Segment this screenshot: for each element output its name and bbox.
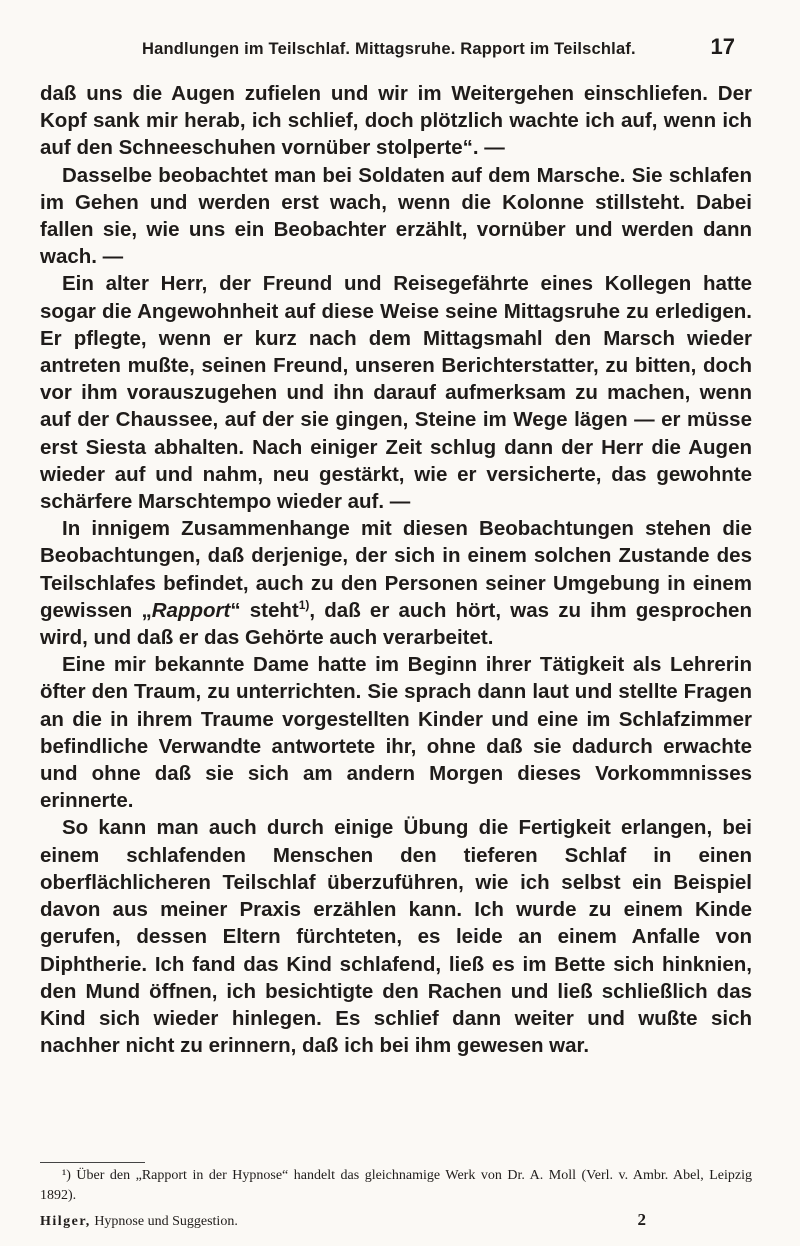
paragraph-3: Ein alter Herr, der Freund und Reisegefährte eines Kollegen hatte sogar die Angewohnheit auf diese Weise seine Mittagsruhe zu erledigen. Er pflegte, wenn er kurz nach dem Mittagsmahl den Marsch wieder antreten mußte, seinen Freund, unseren Berichterstatter, zu bitten, doch vor ihm vorauszugehen und ihn darauf aufmerksam zu machen, wenn auf der Chaussee, auf der sie gingen, Steine im Wege lägen — er müsse erst Siesta abhalten. Nach einiger Zeit schlug dann der Herr die Augen wieder auf und nahm, neu gestärkt, wie er versicherte, das gewohnte schärfere Marschtempo wieder auf. — (40, 272, 752, 514)
footnote-reference: 1) (298, 598, 310, 613)
footnote-rule (40, 1162, 145, 1163)
running-head: Handlungen im Teilschlaf. Mittagsruhe. Rapport im Teilschlaf. (142, 40, 636, 58)
footnote (40, 1166, 752, 1206)
signature-author: Hilger, (40, 1214, 91, 1229)
paragraph-1: daß uns die Augen zufielen und wir im Weitergehen einschliefen. Der Kopf sank mir herab, ich schlief, doch plötzlich wachte ich auf, wenn ich auf den Schneeschuhen vornüber stolperte“. — (40, 82, 752, 160)
paragraph-4-after: “ steht (230, 598, 299, 622)
page-number: 17 (710, 34, 735, 59)
paragraph-2: Dasselbe beobachtet man bei Soldaten auf dem Marsche. Sie schlafen im Gehen und werden erst wach, wenn die Kolonne stillsteht. Dabei fallen sie, wie uns ein Beobachter erzählt, vornüber und werden dann wach. — (40, 163, 752, 269)
signature-line (40, 1214, 238, 1230)
footnote-marker: ¹) (62, 1168, 71, 1183)
page-header (142, 34, 735, 60)
body-text (40, 80, 752, 1059)
paragraph-4 (40, 515, 752, 651)
paragraph-5: Eine mir bekannte Dame hatte im Beginn ihrer Tätigkeit als Lehrerin öfter den Traum, zu unterrichten. Sie sprach dann laut und stellte Fragen an die in ihrem Traume vorgestellten Kinder und eine im Schlafzimmer befindliche Verwandte antwortete ihr, ohne daß sie dadurch erwachte und ohne daß sie sich am andern Morgen dieses Vorkommnisses erinnerte. (40, 653, 752, 813)
sheet-signature (40, 1210, 646, 1230)
paragraph-4-before: In innigem Zusammenhange mit diesen Beobachtungen stehen die Beobachtungen, daß derjenige, der sich in einem solchen Zustande des Teilschlafes befindet, auch zu den Personen seiner Umgebung in einem gewissen „ (40, 517, 752, 622)
paragraph-6: So kann man auch durch einige Übung die Fertigkeit erlangen, bei einem schlafenden Menschen den tieferen Schlaf in einen oberflächlicheren Teilschlaf überzuführen, wie ich selbst ein Beispiel davon aus meiner Praxis erzählen kann. Ich wurde zu einem Kinde gerufen, dessen Eltern fürchteten, es leide an einem Anfalle von Diphtherie. Ich fand das Kind schlafend, ließ es im Bette sich hinknien, den Mund öffnen, ich besichtigte den Rachen und ließ schließlich das Kind sich wieder hinlegen. Es schlief dann weiter und wußte sich nachher nicht zu erinnern, daß ich bei ihm gewesen war. (40, 816, 752, 1058)
paragraph-4-rest: , daß er auch hört, was zu ihm gesprochen wird, und daß er das Gehörte auch verarbeitet. (40, 598, 752, 650)
sheet-number: 2 (637, 1210, 646, 1229)
italic-term-rapport: Rapport (151, 598, 231, 622)
footnote-text: Über den „Rapport in der Hypnose“ handelt das gleichnamige Werk von Dr. A. Moll (Verl. v. Ambr. Abel, Leipzig 1892). (40, 1168, 752, 1203)
signature-title: Hypnose und Suggestion. (90, 1214, 238, 1229)
